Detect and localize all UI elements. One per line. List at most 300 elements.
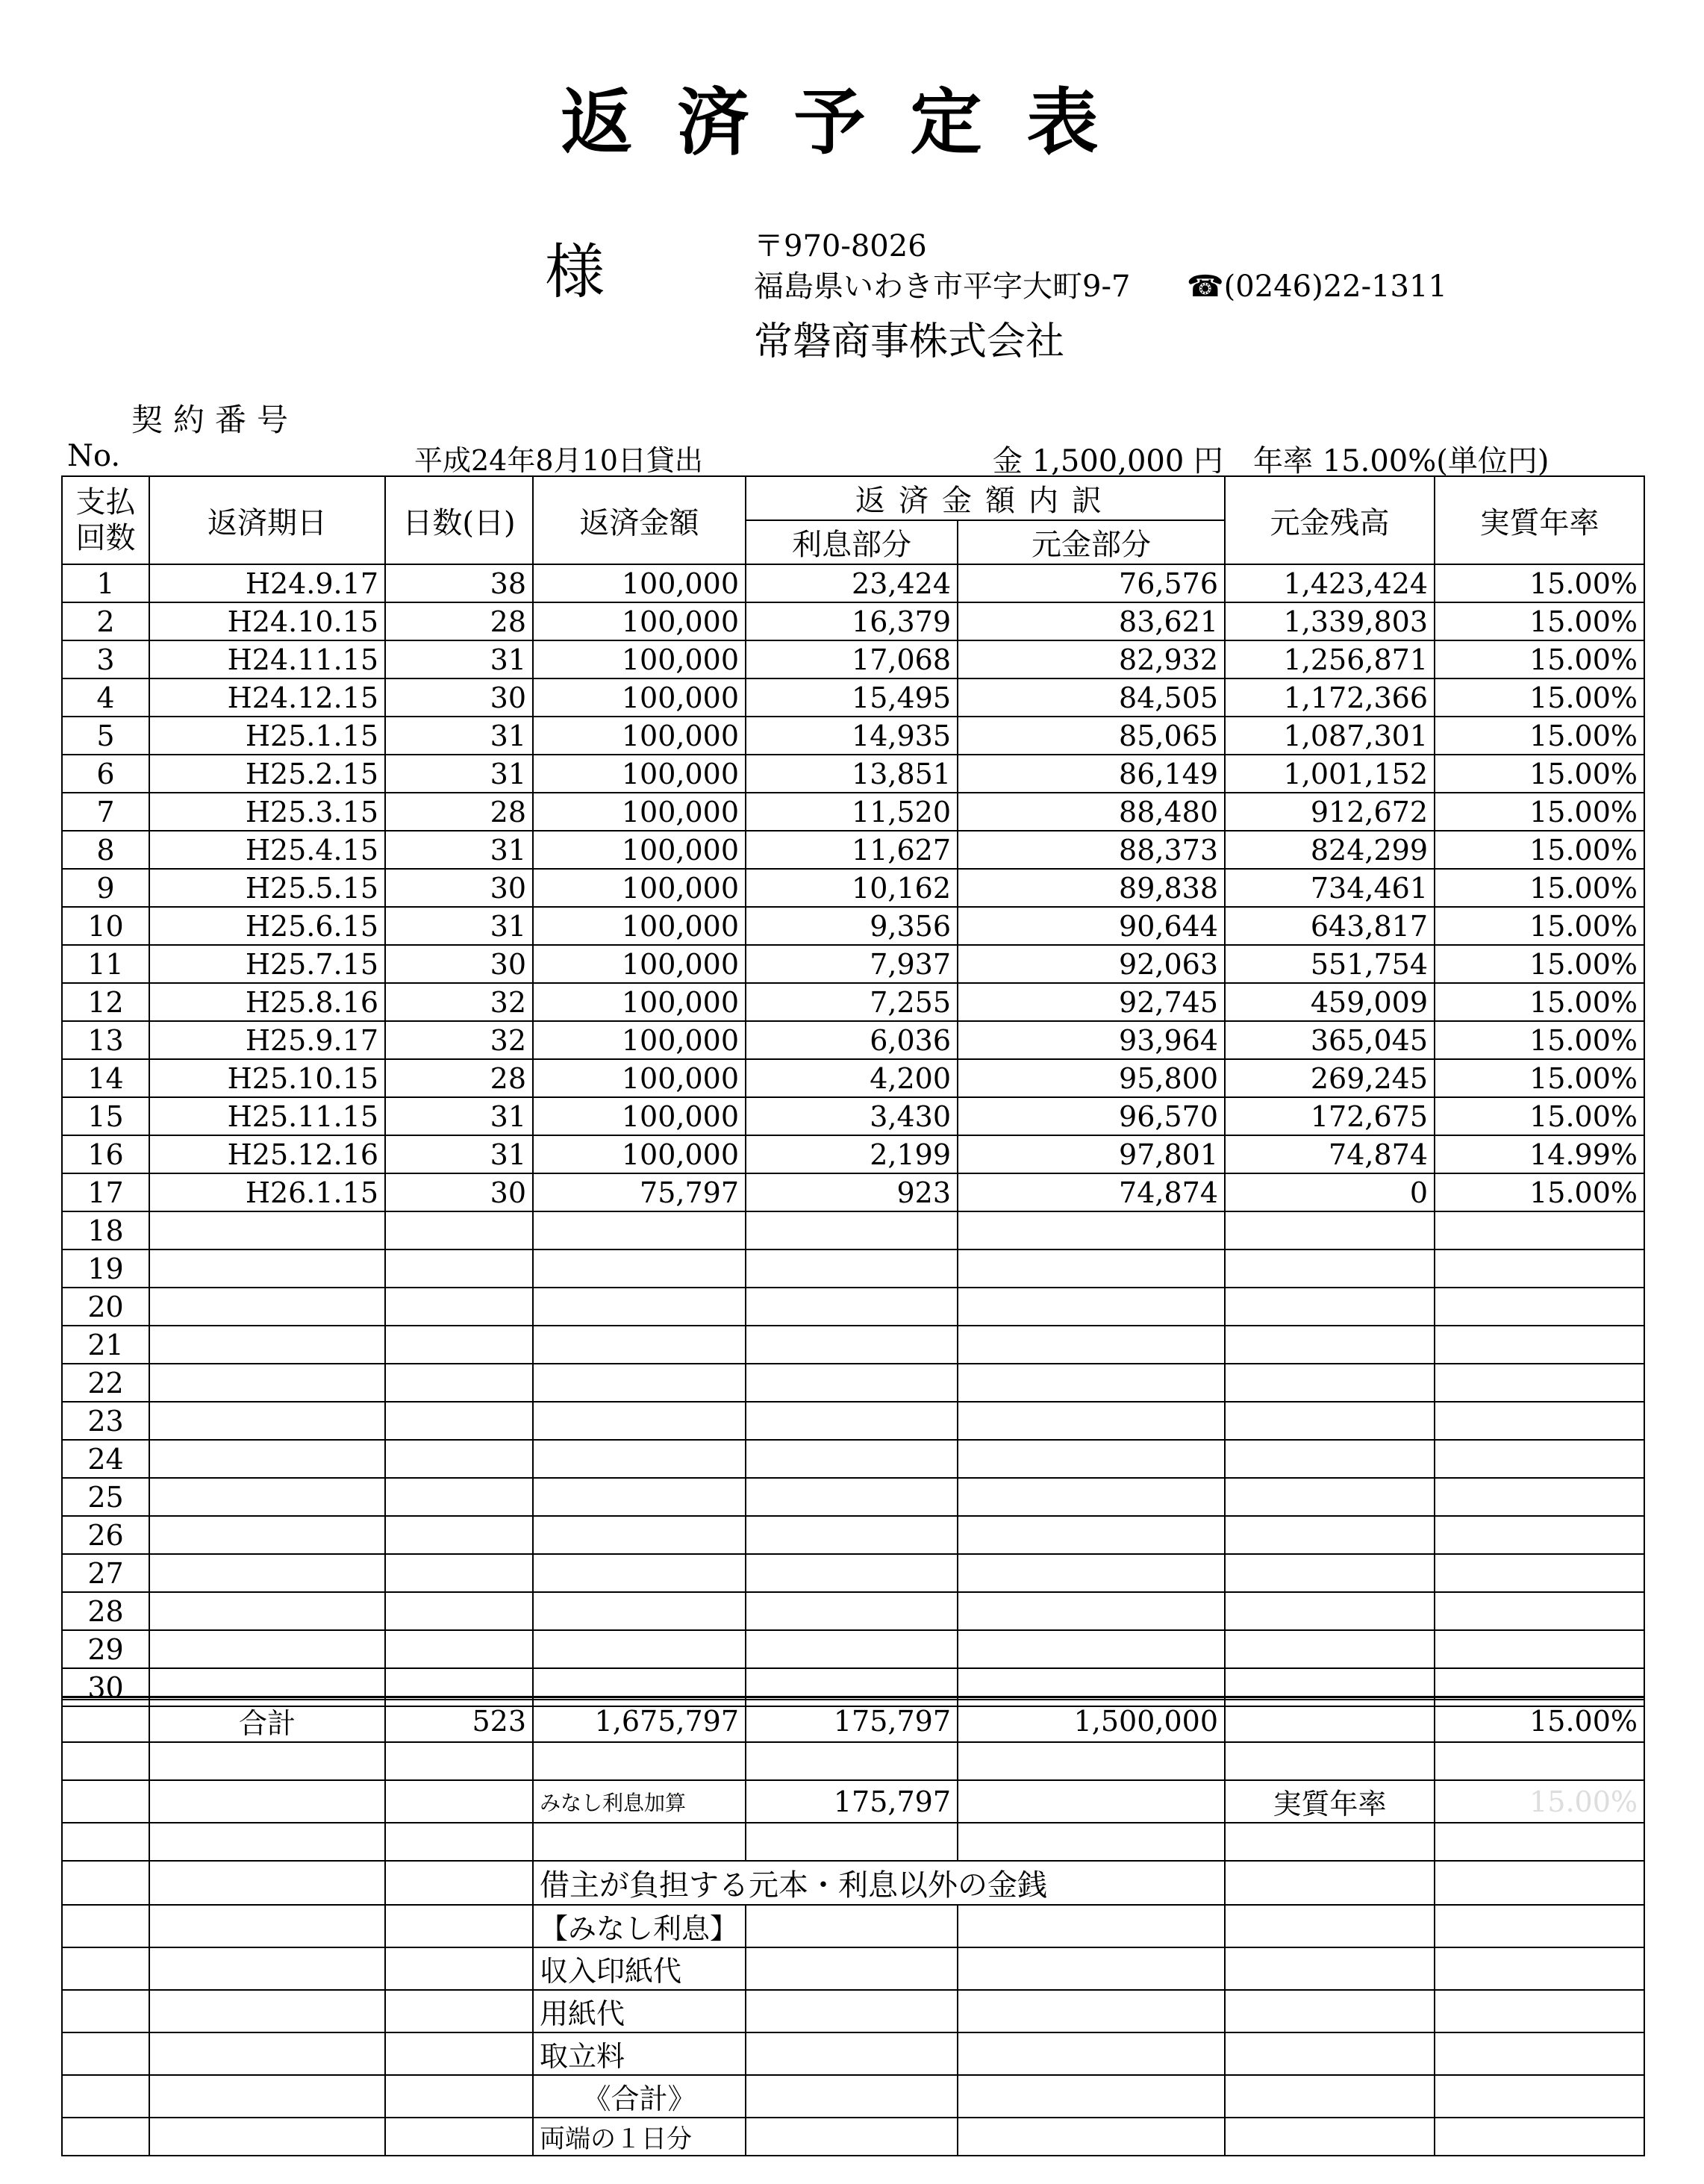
cell-due-date: H25.12.16: [149, 1135, 385, 1173]
cell-balance: [1225, 1211, 1435, 1249]
lender-postal-code: 〒970-8026: [754, 229, 927, 263]
cell-balance: 74,874: [1225, 1135, 1435, 1173]
cell-principal: 90,644: [958, 907, 1225, 945]
table-row: [62, 945, 1644, 983]
cell-principal: 93,964: [958, 1021, 1225, 1059]
cell-balance: 0: [1225, 1173, 1435, 1211]
cell-principal: 96,570: [958, 1097, 1225, 1135]
cell-days: 30: [385, 945, 533, 983]
cell-rate: 15.00%: [1435, 869, 1644, 907]
cell-row-number: 4: [62, 678, 149, 717]
table-row: [62, 678, 1644, 717]
cell-interest: 11,520: [746, 793, 958, 831]
cell-payment: [533, 1402, 746, 1440]
totals-label: 合計: [149, 1700, 385, 1742]
cell-interest: 3,430: [746, 1097, 958, 1135]
cell-due-date: H24.10.15: [149, 602, 385, 640]
cell-days: [385, 1440, 533, 1478]
cell-due-date: [149, 1211, 385, 1249]
cell-days: [385, 1249, 533, 1288]
cell-principal: 89,838: [958, 869, 1225, 907]
table-row: [62, 717, 1644, 755]
cell-payment: [533, 1211, 746, 1249]
cell-row-number: 2: [62, 602, 149, 640]
cell-principal: [958, 1554, 1225, 1592]
totals-rate: 15.00%: [1435, 1700, 1644, 1742]
cell-payment: 100,000: [533, 1059, 746, 1097]
table-row: [62, 983, 1644, 1021]
cell-rate: 15.00%: [1435, 602, 1644, 640]
cell-payment: 100,000: [533, 640, 746, 678]
cell-days: 38: [385, 564, 533, 602]
cell-row-number: 12: [62, 983, 149, 1021]
cell-due-date: H24.9.17: [149, 564, 385, 602]
cell-principal: 88,373: [958, 831, 1225, 869]
cell-due-date: [149, 1592, 385, 1630]
deemed-rate-label: 実質年率: [1225, 1780, 1435, 1823]
cell-balance: 824,299: [1225, 831, 1435, 869]
cell-balance: [1225, 1630, 1435, 1668]
cell-payment: 100,000: [533, 717, 746, 755]
cell-balance: 1,256,871: [1225, 640, 1435, 678]
cell-payment: 75,797: [533, 1173, 746, 1211]
cell-principal: 76,576: [958, 564, 1225, 602]
cell-payment: [533, 1630, 746, 1668]
header-days: 日数(日): [385, 476, 533, 564]
cell-balance: 1,339,803: [1225, 602, 1435, 640]
contract-no-label: No.: [67, 439, 121, 473]
cell-due-date: [149, 1478, 385, 1516]
header-balance: 元金残高: [1225, 476, 1435, 564]
cell-principal: [958, 1516, 1225, 1554]
cell-due-date: [149, 1288, 385, 1326]
cell-due-date: H25.2.15: [149, 755, 385, 793]
cell-interest: [746, 1440, 958, 1478]
cell-rate: [1435, 1402, 1644, 1440]
cell-days: [385, 1516, 533, 1554]
cell-principal: 85,065: [958, 717, 1225, 755]
cell-balance: 269,245: [1225, 1059, 1435, 1097]
totals-days: 523: [385, 1700, 533, 1742]
deemed-rate-value: 15.00%: [1435, 1780, 1644, 1823]
cell-days: 31: [385, 1097, 533, 1135]
cell-principal: [958, 1288, 1225, 1326]
summary-table: [61, 1699, 1645, 2156]
cell-days: [385, 1554, 533, 1592]
table-row: [62, 1021, 1644, 1059]
table-row: [62, 831, 1644, 869]
cell-days: 31: [385, 755, 533, 793]
cell-interest: 23,424: [746, 564, 958, 602]
cell-balance: [1225, 1440, 1435, 1478]
cell-interest: [746, 1326, 958, 1364]
cell-row-number: 18: [62, 1211, 149, 1249]
header-interest: 利息部分: [746, 520, 958, 564]
cell-balance: [1225, 1478, 1435, 1516]
cell-payment: [533, 1249, 746, 1288]
cell-days: 28: [385, 602, 533, 640]
cell-due-date: H25.6.15: [149, 907, 385, 945]
cell-row-number: 13: [62, 1021, 149, 1059]
cell-rate: [1435, 1249, 1644, 1288]
cell-interest: [746, 1516, 958, 1554]
cell-rate: 14.99%: [1435, 1135, 1644, 1173]
deemed-interest-value: 175,797: [746, 1780, 958, 1823]
cell-payment: 100,000: [533, 983, 746, 1021]
cell-row-number: 16: [62, 1135, 149, 1173]
cell-row-number: 10: [62, 907, 149, 945]
cell-interest: 14,935: [746, 717, 958, 755]
cell-principal: 84,505: [958, 678, 1225, 717]
cell-rate: [1435, 1478, 1644, 1516]
lender-phone: ☎(0246)22-1311: [1186, 269, 1447, 304]
cell-rate: 15.00%: [1435, 1059, 1644, 1097]
cell-principal: [958, 1364, 1225, 1402]
cell-rate: [1435, 1592, 1644, 1630]
one-day-note: 両端の１日分: [533, 2118, 746, 2156]
cell-rate: 15.00%: [1435, 793, 1644, 831]
totals-principal: 1,500,000: [958, 1700, 1225, 1742]
cell-principal: [958, 1326, 1225, 1364]
cell-interest: [746, 1402, 958, 1440]
cell-rate: [1435, 1364, 1644, 1402]
cell-days: 31: [385, 907, 533, 945]
table-row: [62, 1364, 1644, 1402]
cell-rate: 15.00%: [1435, 907, 1644, 945]
table-row: [62, 1135, 1644, 1173]
cell-balance: [1225, 1288, 1435, 1326]
cell-row-number: 27: [62, 1554, 149, 1592]
cell-balance: 459,009: [1225, 983, 1435, 1021]
cell-due-date: H25.3.15: [149, 793, 385, 831]
cell-row-number: 8: [62, 831, 149, 869]
cell-rate: [1435, 1326, 1644, 1364]
cell-due-date: [149, 1326, 385, 1364]
cell-due-date: [149, 1440, 385, 1478]
cell-rate: [1435, 1211, 1644, 1249]
cell-row-number: 24: [62, 1440, 149, 1478]
cell-rate: [1435, 1440, 1644, 1478]
cell-row-number: 19: [62, 1249, 149, 1288]
cell-days: [385, 1326, 533, 1364]
lender-company: 常磐商事株式会社: [754, 319, 1065, 364]
cell-payment: 100,000: [533, 793, 746, 831]
cell-days: 28: [385, 1059, 533, 1097]
table-row: [62, 1249, 1644, 1288]
cell-balance: 1,001,152: [1225, 755, 1435, 793]
cell-days: [385, 1402, 533, 1440]
cell-row-number: 25: [62, 1478, 149, 1516]
cell-payment: 100,000: [533, 564, 746, 602]
cell-due-date: H24.12.15: [149, 678, 385, 717]
cell-balance: 1,087,301: [1225, 717, 1435, 755]
table-row: [62, 907, 1644, 945]
cell-interest: 11,627: [746, 831, 958, 869]
cell-interest: [746, 1288, 958, 1326]
loan-date: 平成24年8月10日貸出: [414, 444, 703, 477]
cell-days: 28: [385, 793, 533, 831]
cell-due-date: H25.11.15: [149, 1097, 385, 1135]
table-row: [62, 1554, 1644, 1592]
cell-principal: [958, 1211, 1225, 1249]
cell-rate: 15.00%: [1435, 1097, 1644, 1135]
cell-row-number: 7: [62, 793, 149, 831]
cell-days: 31: [385, 717, 533, 755]
cell-due-date: H25.4.15: [149, 831, 385, 869]
cell-payment: 100,000: [533, 831, 746, 869]
cell-payment: [533, 1554, 746, 1592]
cell-row-number: 11: [62, 945, 149, 983]
cell-interest: 7,255: [746, 983, 958, 1021]
deemed-interest-label: みなし利息加算: [533, 1780, 746, 1823]
cell-balance: 172,675: [1225, 1097, 1435, 1135]
cell-due-date: [149, 1554, 385, 1592]
cell-days: [385, 1592, 533, 1630]
cell-row-number: 17: [62, 1173, 149, 1211]
cell-balance: [1225, 1326, 1435, 1364]
cell-interest: 17,068: [746, 640, 958, 678]
table-row: [62, 793, 1644, 831]
cell-principal: 97,801: [958, 1135, 1225, 1173]
cell-days: [385, 1478, 533, 1516]
cell-row-number: 30: [62, 1668, 149, 1706]
cell-due-date: H25.7.15: [149, 945, 385, 983]
cell-row-number: 3: [62, 640, 149, 678]
cell-days: 31: [385, 831, 533, 869]
cell-rate: 15.00%: [1435, 678, 1644, 717]
cell-principal: 92,063: [958, 945, 1225, 983]
totals-separator: [61, 1696, 1644, 1698]
table-row: [62, 1630, 1644, 1668]
cell-interest: [746, 1592, 958, 1630]
cell-due-date: H25.10.15: [149, 1059, 385, 1097]
paper-fee-label: 用紙代: [533, 1990, 746, 2032]
cell-row-number: 6: [62, 755, 149, 793]
cell-payment: [533, 1592, 746, 1630]
header-principal: 元金部分: [958, 520, 1225, 564]
cell-rate: 15.00%: [1435, 717, 1644, 755]
cell-balance: [1225, 1402, 1435, 1440]
table-row: [62, 1516, 1644, 1554]
cell-due-date: H25.5.15: [149, 869, 385, 907]
cell-days: 31: [385, 640, 533, 678]
table-row: [62, 640, 1644, 678]
cell-interest: [746, 1249, 958, 1288]
cell-principal: 86,149: [958, 755, 1225, 793]
cell-row-number: 15: [62, 1097, 149, 1135]
cell-row-number: 5: [62, 717, 149, 755]
table-row: [62, 1402, 1644, 1440]
cell-payment: [533, 1288, 746, 1326]
cell-interest: 16,379: [746, 602, 958, 640]
cell-payment: 100,000: [533, 1097, 746, 1135]
cell-interest: [746, 1630, 958, 1668]
cell-principal: [958, 1402, 1225, 1440]
cell-rate: [1435, 1516, 1644, 1554]
cell-days: 30: [385, 678, 533, 717]
cell-due-date: H26.1.15: [149, 1173, 385, 1211]
header-due-date: 返済期日: [149, 476, 385, 564]
cell-payment: [533, 1516, 746, 1554]
cell-interest: 7,937: [746, 945, 958, 983]
cell-row-number: 26: [62, 1516, 149, 1554]
cell-payment: [533, 1440, 746, 1478]
table-row: [62, 1173, 1644, 1211]
cell-due-date: [149, 1630, 385, 1668]
table-row: [62, 564, 1644, 602]
contract-number-label: 契約番号: [131, 402, 299, 438]
cell-rate: [1435, 1630, 1644, 1668]
cell-principal: 88,480: [958, 793, 1225, 831]
cell-rate: 15.00%: [1435, 755, 1644, 793]
cell-payment: 100,000: [533, 945, 746, 983]
cell-principal: [958, 1630, 1225, 1668]
cell-balance: 1,423,424: [1225, 564, 1435, 602]
cell-rate: 15.00%: [1435, 564, 1644, 602]
cell-interest: [746, 1478, 958, 1516]
cell-days: 30: [385, 869, 533, 907]
cell-balance: 551,754: [1225, 945, 1435, 983]
cell-days: [385, 1364, 533, 1402]
cell-principal: 83,621: [958, 602, 1225, 640]
table-row: [62, 755, 1644, 793]
cell-days: 30: [385, 1173, 533, 1211]
cell-interest: 15,495: [746, 678, 958, 717]
cell-rate: 15.00%: [1435, 640, 1644, 678]
table-row: [62, 1211, 1644, 1249]
document-title: 返済予定表: [561, 80, 1143, 164]
totals-payment: 1,675,797: [533, 1700, 746, 1742]
cell-payment: 100,000: [533, 907, 746, 945]
cell-interest: 9,356: [746, 907, 958, 945]
cell-rate: 15.00%: [1435, 831, 1644, 869]
cell-payment: 100,000: [533, 1021, 746, 1059]
cell-principal: 95,800: [958, 1059, 1225, 1097]
cell-interest: 6,036: [746, 1021, 958, 1059]
cell-due-date: H25.1.15: [149, 717, 385, 755]
table-row: [62, 1592, 1644, 1630]
cell-balance: [1225, 1516, 1435, 1554]
cell-rate: 15.00%: [1435, 1021, 1644, 1059]
cell-interest: [746, 1211, 958, 1249]
table-row: [62, 1059, 1644, 1097]
cell-row-number: 22: [62, 1364, 149, 1402]
cell-due-date: [149, 1516, 385, 1554]
cell-rate: 15.00%: [1435, 945, 1644, 983]
cell-principal: [958, 1440, 1225, 1478]
cell-days: [385, 1211, 533, 1249]
cell-row-number: 28: [62, 1592, 149, 1630]
cell-row-number: 29: [62, 1630, 149, 1668]
table-row: [62, 602, 1644, 640]
cell-payment: 100,000: [533, 1135, 746, 1173]
cell-rate: 15.00%: [1435, 1173, 1644, 1211]
deemed-interest-heading: 【みなし利息】: [533, 1905, 746, 1947]
cell-interest: 2,199: [746, 1135, 958, 1173]
cell-due-date: [149, 1364, 385, 1402]
header-breakdown: 返済金額内訳: [746, 476, 1225, 520]
cell-interest: [746, 1554, 958, 1592]
header-count: 支払回数: [62, 476, 149, 564]
table-row: [62, 1288, 1644, 1326]
table-row: [62, 1440, 1644, 1478]
repayment-schedule-table: [61, 475, 1645, 1707]
cell-due-date: [149, 1249, 385, 1288]
cell-interest: 13,851: [746, 755, 958, 793]
cell-interest: [746, 1364, 958, 1402]
cell-payment: 100,000: [533, 678, 746, 717]
table-row: [62, 1478, 1644, 1516]
cell-payment: 100,000: [533, 869, 746, 907]
cell-due-date: H24.11.15: [149, 640, 385, 678]
cell-days: [385, 1630, 533, 1668]
header-payment: 返済金額: [533, 476, 746, 564]
totals-interest: 175,797: [746, 1700, 958, 1742]
cell-balance: [1225, 1364, 1435, 1402]
cell-balance: 912,672: [1225, 793, 1435, 831]
collection-fee-label: 取立料: [533, 2032, 746, 2075]
cell-due-date: H25.8.16: [149, 983, 385, 1021]
header-rate: 実質年率: [1435, 476, 1644, 564]
cell-balance: 365,045: [1225, 1021, 1435, 1059]
cell-due-date: [149, 1402, 385, 1440]
cell-row-number: 14: [62, 1059, 149, 1097]
fees-total-label: 《合計》: [533, 2075, 746, 2118]
cell-payment: [533, 1364, 746, 1402]
cell-rate: [1435, 1288, 1644, 1326]
cell-payment: [533, 1478, 746, 1516]
cell-principal: [958, 1249, 1225, 1288]
cell-principal: 92,745: [958, 983, 1225, 1021]
other-money-note: 借主が負担する元本・利息以外の金銭: [533, 1861, 1225, 1905]
stamp-fee-label: 収入印紙代: [533, 1947, 746, 1990]
cell-interest: 10,162: [746, 869, 958, 907]
addressee-suffix: 様: [545, 237, 605, 307]
cell-balance: [1225, 1554, 1435, 1592]
lender-address-line: [754, 263, 1447, 305]
cell-days: 32: [385, 983, 533, 1021]
lender-address: 福島県いわき市平字大町9-7: [754, 269, 1131, 304]
cell-row-number: 20: [62, 1288, 149, 1326]
cell-balance: 1,172,366: [1225, 678, 1435, 717]
cell-row-number: 23: [62, 1402, 149, 1440]
cell-principal: [958, 1592, 1225, 1630]
loan-amount-rate: 金 1,500,000 円 年率 15.00%(単位円): [993, 444, 1549, 478]
cell-rate: [1435, 1554, 1644, 1592]
cell-balance: [1225, 1249, 1435, 1288]
cell-payment: [533, 1326, 746, 1364]
cell-days: 31: [385, 1135, 533, 1173]
cell-days: [385, 1288, 533, 1326]
cell-balance: [1225, 1592, 1435, 1630]
cell-row-number: 1: [62, 564, 149, 602]
cell-principal: [958, 1478, 1225, 1516]
cell-payment: 100,000: [533, 602, 746, 640]
cell-days: 32: [385, 1021, 533, 1059]
table-row: [62, 869, 1644, 907]
cell-payment: 100,000: [533, 755, 746, 793]
table-row: [62, 1097, 1644, 1135]
cell-due-date: H25.9.17: [149, 1021, 385, 1059]
cell-row-number: 21: [62, 1326, 149, 1364]
table-row: [62, 1326, 1644, 1364]
cell-principal: 82,932: [958, 640, 1225, 678]
cell-interest: 923: [746, 1173, 958, 1211]
cell-interest: 4,200: [746, 1059, 958, 1097]
cell-principal: 74,874: [958, 1173, 1225, 1211]
cell-row-number: 9: [62, 869, 149, 907]
cell-rate: 15.00%: [1435, 983, 1644, 1021]
